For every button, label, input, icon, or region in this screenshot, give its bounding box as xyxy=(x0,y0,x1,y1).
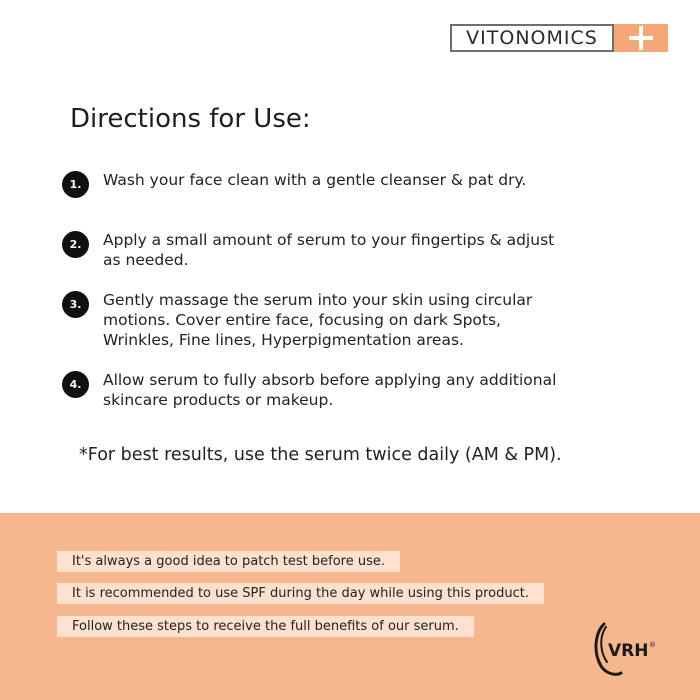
tip-patch-test: It's always a good idea to patch test before use. xyxy=(57,551,400,572)
tip-full-benefits: Follow these steps to receive the full benefits of our serum. xyxy=(57,616,474,637)
step-number-1: 1. xyxy=(62,171,89,198)
vrh-logo xyxy=(588,618,660,680)
step-text-3: Gently massage the serum into your skin using circular motions. Cover entire face, focusing on dark Spots, Wrinkles, Fine lines, Hyperpigmentation areas. xyxy=(103,291,533,349)
logo-inner-swoosh xyxy=(601,627,607,662)
logo-text: VRH xyxy=(608,641,649,661)
plus-icon xyxy=(614,24,668,52)
direction-step-2 xyxy=(62,230,573,270)
registered-mark: ® xyxy=(649,641,656,649)
step-number-4: 4. xyxy=(62,371,89,398)
direction-step-4 xyxy=(62,370,573,410)
step-number-2: 2. xyxy=(62,231,89,258)
usage-footnote: *For best results, use the serum twice daily (AM & PM). xyxy=(79,445,562,465)
step-text-2: Apply a small amount of serum to your fingertips & adjust as needed. xyxy=(103,231,555,269)
step-text-1: Wash your face clean with a gentle cleanser & pat dry. xyxy=(103,171,527,189)
tip-spf: It is recommended to use SPF during the day while using this product. xyxy=(57,583,544,604)
page-title: Directions for Use: xyxy=(70,104,311,134)
direction-step-3 xyxy=(62,290,573,350)
brand-name: VITONOMICS xyxy=(450,24,614,52)
step-text-4: Allow serum to fully absorb before applying any additional skincare products or makeup. xyxy=(103,371,557,409)
brand-badge xyxy=(450,24,668,52)
step-number-3: 3. xyxy=(62,291,89,318)
direction-step-1 xyxy=(62,170,573,198)
